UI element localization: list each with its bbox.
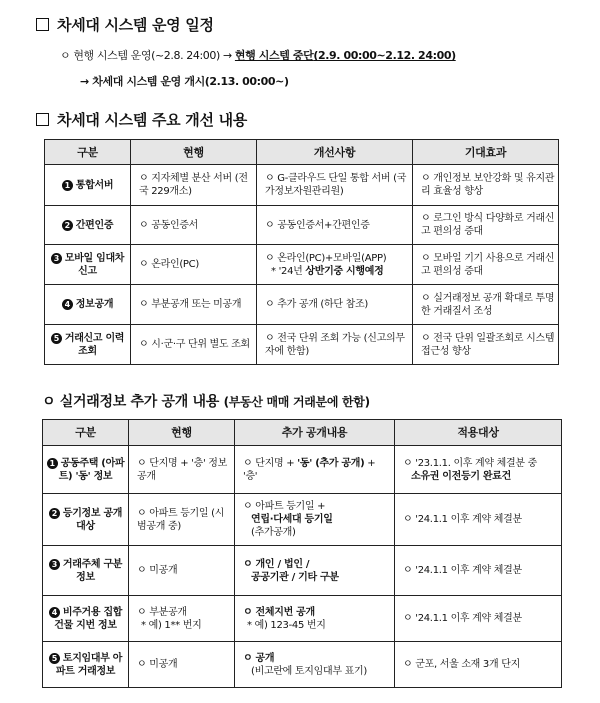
header-category: 구분 xyxy=(43,420,129,446)
table-row xyxy=(43,546,562,596)
circled-number-icon: 5 xyxy=(49,653,60,664)
checkbox-square-icon xyxy=(36,18,49,31)
row-label: 공동주택 (아파트) '동' 정보 xyxy=(58,457,125,482)
table-row xyxy=(45,325,559,365)
effect-cell: ㅇ 전국 단위 일괄조회로 시스템 접근성 향상 xyxy=(413,325,559,365)
table-row xyxy=(43,596,562,642)
circled-number-icon: 2 xyxy=(49,508,60,519)
current-cell: ㅇ 부분공개 * 예) 1** 번지 xyxy=(129,596,235,642)
row-label: 거래신고 이력조회 xyxy=(64,332,125,357)
current-cell: ㅇ 아파트 등기일 (시범공개 중) xyxy=(129,494,235,546)
current-cell: ㅇ 지자체별 분산 서버 (전국 229개소) xyxy=(131,165,257,206)
target-cell: ㅇ '24.1.1 이후 계약 체결분 xyxy=(395,596,562,642)
schedule-line-2: → 차세대 시스템 운영 개시(2.13. 00:00~) xyxy=(80,75,289,88)
table-row xyxy=(45,245,559,285)
row-label: 모바일 임대차신고 xyxy=(64,252,125,277)
improvement-cell: ㅇ 공동인증서+간편인증 xyxy=(257,206,413,245)
current-cell: ㅇ 온라인(PC) xyxy=(131,245,257,285)
target-cell: ㅇ 군포, 서울 소재 3개 단지 xyxy=(395,642,562,688)
improvement-cell: ㅇ 추가 공개 (하단 참조) xyxy=(257,285,413,325)
checkbox-square-icon xyxy=(36,113,49,126)
section-improvements-heading: 차세대 시스템 주요 개선 내용 xyxy=(36,109,247,130)
schedule-line-1: ㅇ 현행 시스템 운영(~2.8. 24:00) → 현행 시스템 중단(2.9. 00:00~2.12. 24:00) xyxy=(60,49,456,62)
table-row xyxy=(45,206,559,245)
header-additional: 추가 공개내용 xyxy=(235,420,395,446)
improvements-table xyxy=(44,139,559,365)
table-row xyxy=(45,165,559,206)
circled-number-icon: 1 xyxy=(47,458,58,469)
header-effect: 기대효과 xyxy=(413,140,559,165)
header-improvement: 개선사항 xyxy=(257,140,413,165)
improvement-cell: ㅇ G-클라우드 단일 통합 서버 (국가정보자원관리원) xyxy=(257,165,413,206)
row-label: 비주거용 집합건물 지번 정보 xyxy=(54,606,123,631)
target-cell: ㅇ '24.1.1 이후 계약 체결분 xyxy=(395,494,562,546)
additional-cell: ㅇ 개인 / 법인 / 공공기관 / 기타 구분 xyxy=(235,546,395,596)
header-current: 현행 xyxy=(129,420,235,446)
row-label: 거래주체 구분정보 xyxy=(62,558,123,583)
row-label: 간편인증 xyxy=(75,219,114,231)
improvement-cell: ㅇ 온라인(PC)+모바일(APP) * '24년 상반기중 시행예정 xyxy=(257,245,413,285)
current-cell: ㅇ 시·군·구 단위 별도 조회 xyxy=(131,325,257,365)
current-cell: ㅇ 단지명 + '층' 정보 공개 xyxy=(129,446,235,494)
section-disclosure-heading: ㅇ 실거래정보 추가 공개 내용 (부동산 매매 거래분에 한함) xyxy=(42,394,370,410)
current-cell: ㅇ 공동인증서 xyxy=(131,206,257,245)
table-header-row xyxy=(45,140,559,165)
row-label: 통합서버 xyxy=(75,179,114,191)
effect-cell: ㅇ 개인정보 보안강화 및 유지관리 효율성 향상 xyxy=(413,165,559,206)
table-row xyxy=(43,642,562,688)
table-row xyxy=(43,494,562,546)
circled-number-icon: 4 xyxy=(49,607,60,618)
disclosure-table xyxy=(42,419,562,688)
table-row xyxy=(43,446,562,494)
effect-cell: ㅇ 로그인 방식 다양화로 거래신고 편의성 증대 xyxy=(413,206,559,245)
table-header-row xyxy=(43,420,562,446)
current-cell: ㅇ 미공개 xyxy=(129,642,235,688)
circled-number-icon: 5 xyxy=(51,333,62,344)
row-label: 토지임대부 아파트 거래정보 xyxy=(55,652,123,677)
header-category: 구분 xyxy=(45,140,131,165)
section-schedule-heading: 차세대 시스템 운영 일정 xyxy=(36,14,214,35)
circled-number-icon: 1 xyxy=(62,180,73,191)
current-cell: ㅇ 미공개 xyxy=(129,546,235,596)
row-label: 등기정보 공개대상 xyxy=(62,507,123,532)
improvement-cell: ㅇ 전국 단위 조회 가능 (신고의무자에 한함) xyxy=(257,325,413,365)
target-cell: ㅇ '23.1.1. 이후 계약 체결분 중 소유권 이전등기 완료건 xyxy=(395,446,562,494)
header-current: 현행 xyxy=(131,140,257,165)
row-label: 정보공개 xyxy=(75,299,114,310)
additional-cell: ㅇ 단지명 + '동' (추가 공개) + '층' xyxy=(235,446,395,494)
target-cell: ㅇ '24.1.1 이후 계약 체결분 xyxy=(395,546,562,596)
circled-number-icon: 3 xyxy=(49,559,60,570)
additional-cell: ㅇ 아파트 등기일 + 연립·다세대 등기일 (추가공개) xyxy=(235,494,395,546)
circled-number-icon: 2 xyxy=(62,220,73,231)
circled-number-icon: 3 xyxy=(51,253,62,264)
circled-number-icon: 4 xyxy=(62,299,73,310)
header-target: 적용대상 xyxy=(395,420,562,446)
effect-cell: ㅇ 실거래정보 공개 확대로 투명한 거래질서 조성 xyxy=(413,285,559,325)
table-row xyxy=(45,285,559,325)
current-cell: ㅇ 부분공개 또는 미공개 xyxy=(131,285,257,325)
effect-cell: ㅇ 모바일 기기 사용으로 거래신고 편의성 증대 xyxy=(413,245,559,285)
additional-cell: ㅇ 전체지번 공개 * 예) 123-45 번지 xyxy=(235,596,395,642)
additional-cell: ㅇ 공개 (비고란에 토지임대부 표기) xyxy=(235,642,395,688)
